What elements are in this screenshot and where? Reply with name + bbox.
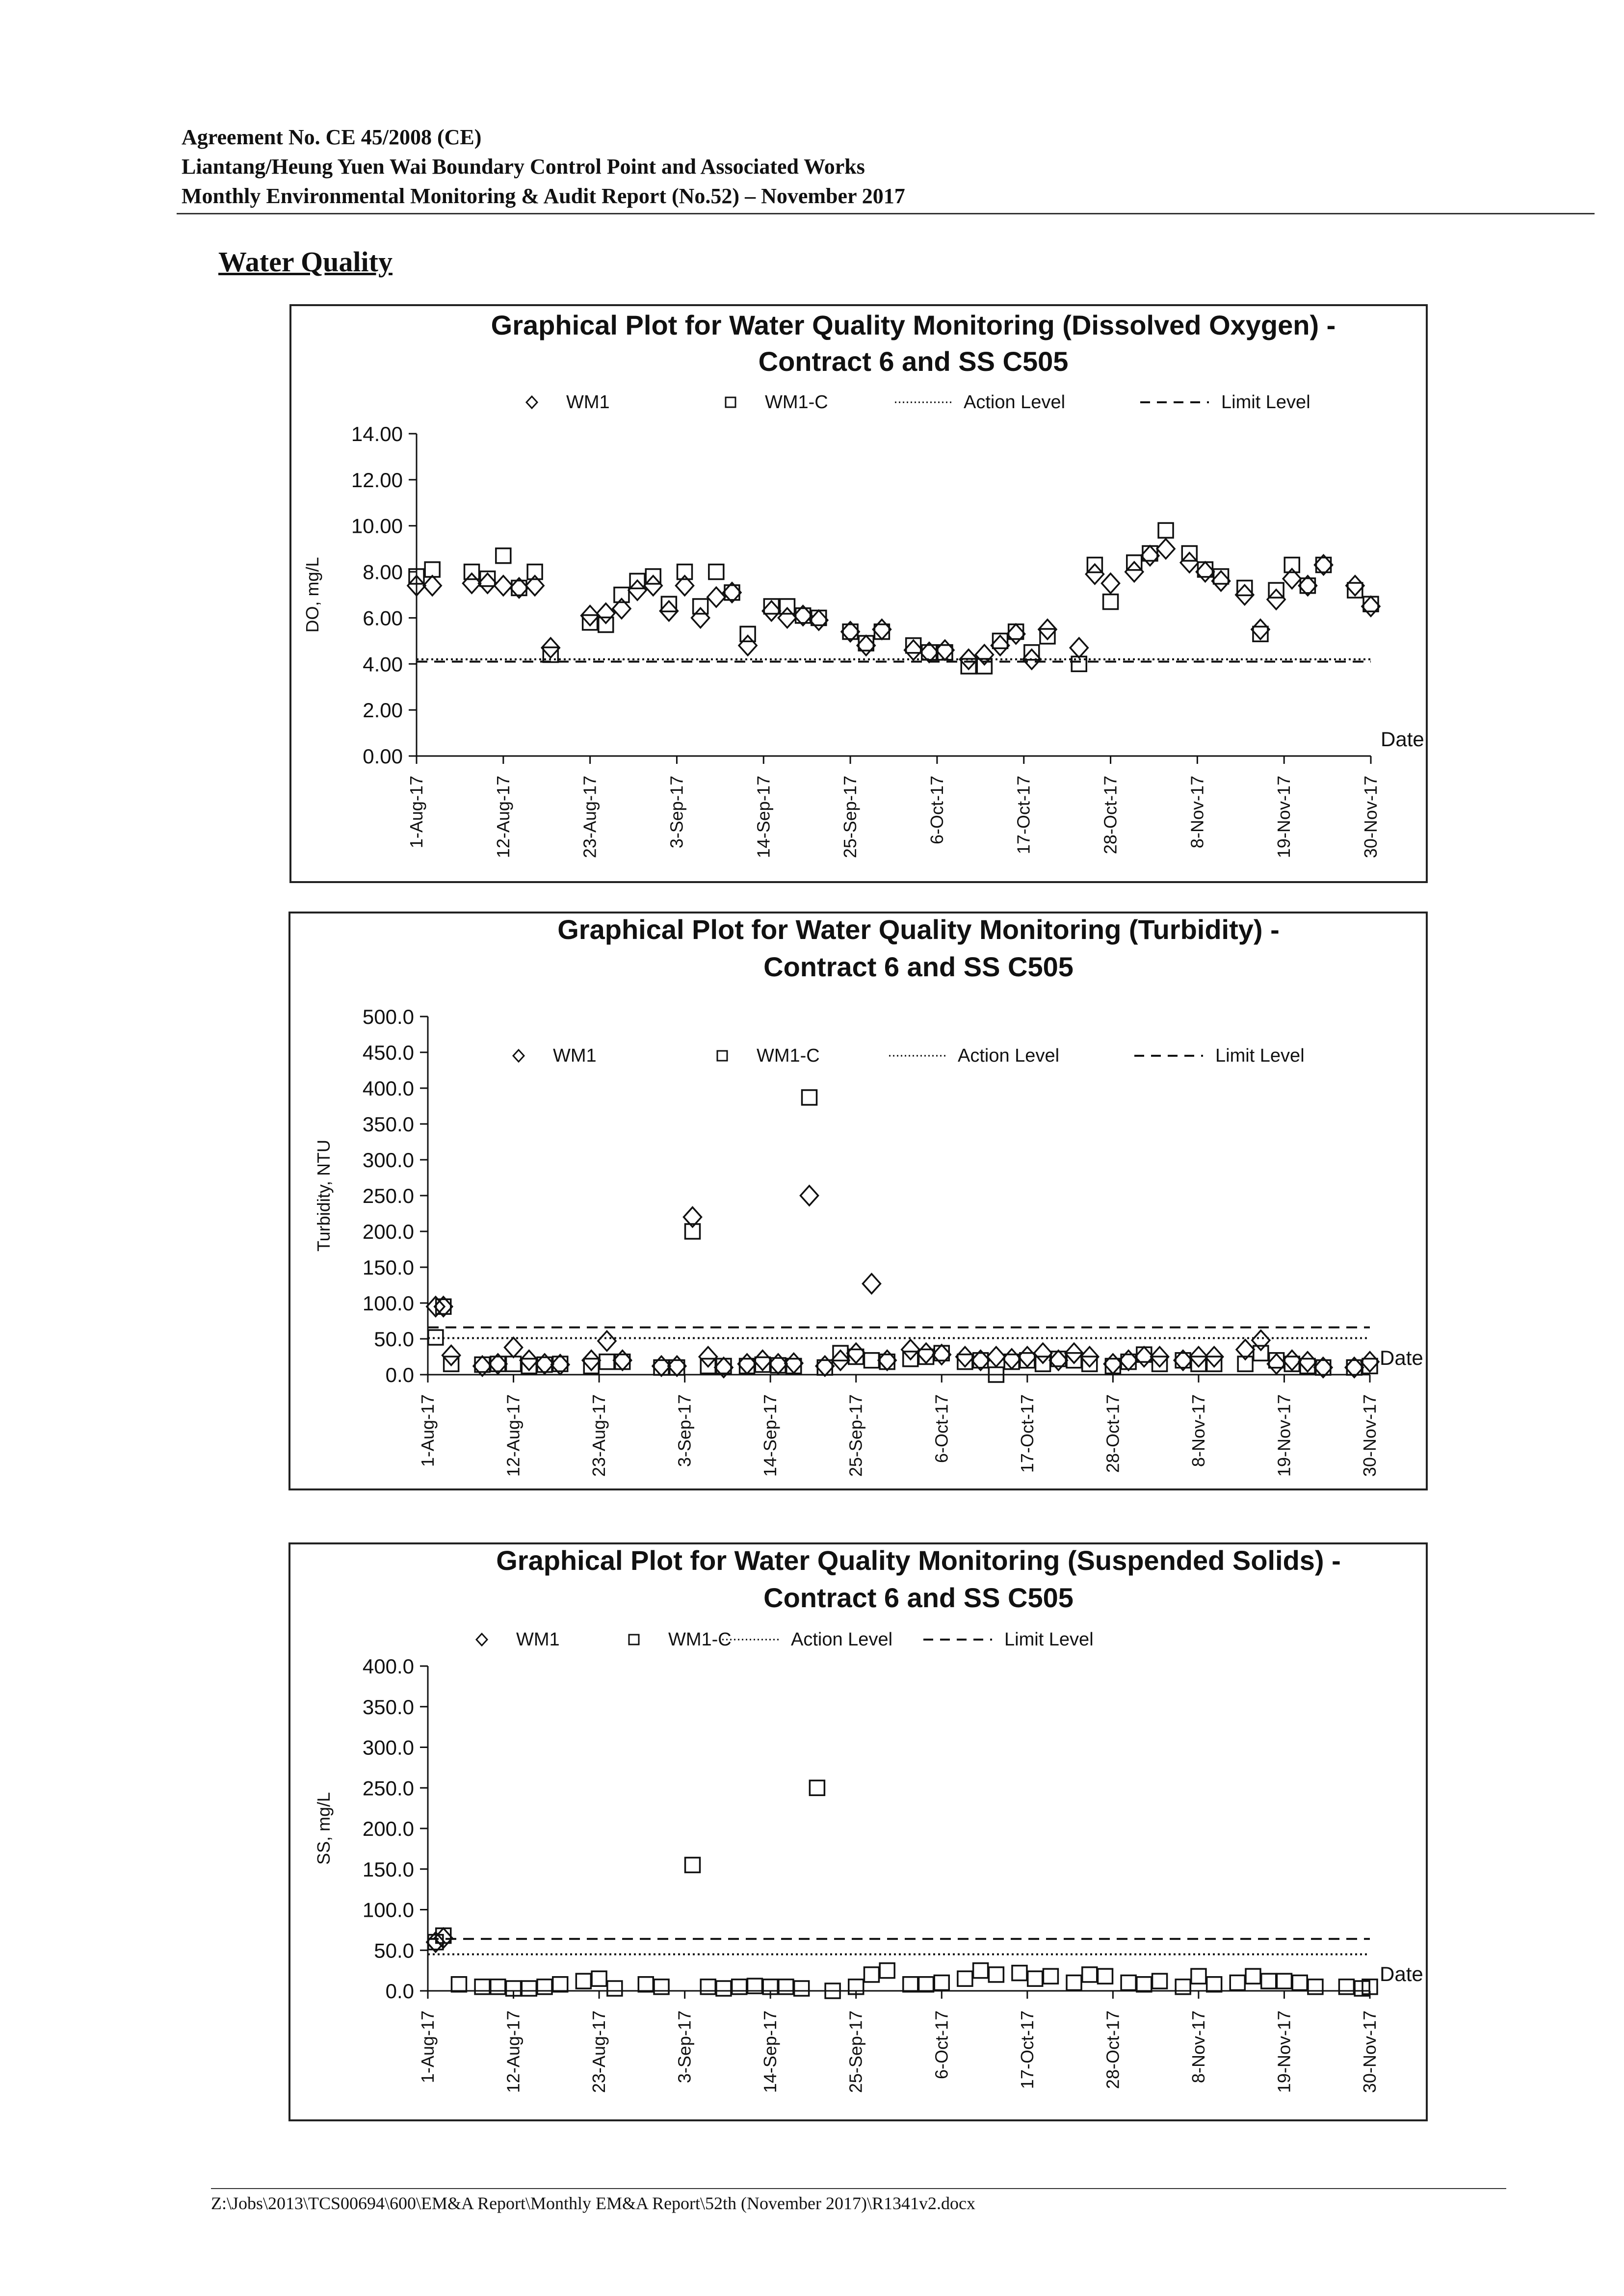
legend-limit-label: Limit Level: [1215, 1045, 1305, 1066]
wm1c-point: [740, 626, 755, 641]
x-tick-label: 28-Oct-17: [1100, 776, 1121, 855]
wm1-point: [1019, 1347, 1036, 1367]
legend-action-label: Action Level: [791, 1629, 893, 1650]
x-tick-label: 30-Nov-17: [1360, 2010, 1380, 2093]
y-tick-label: 12.00: [351, 468, 403, 492]
wm1-point: [1104, 1354, 1122, 1374]
wm1c-point: [491, 1980, 505, 1994]
chart-suspended-solids: [288, 1542, 1428, 2121]
y-tick-label: 300.0: [362, 1736, 414, 1759]
wm1c-point: [1277, 1974, 1291, 1988]
chart-ss-svg: [290, 1544, 1426, 2119]
legend-wm1-label: WM1: [553, 1045, 597, 1066]
legend-action-label: Action Level: [958, 1045, 1060, 1066]
wm1-point: [1361, 1352, 1379, 1372]
wm1c-point: [1153, 1974, 1167, 1988]
x-tick-label: 28-Oct-17: [1102, 2010, 1123, 2089]
legend-wm1c-label: WM1-C: [668, 1629, 732, 1650]
wm1-point: [1252, 1331, 1270, 1350]
wm1-point: [1086, 564, 1103, 584]
header-agreement: Agreement No. CE 45/2008 (CE): [182, 125, 482, 149]
y-tick-label: 0.0: [385, 1363, 414, 1386]
wm1-point: [769, 1354, 787, 1374]
wm1-point: [987, 1347, 1005, 1367]
x-tick-label: 3-Sep-17: [666, 776, 687, 849]
y-tick-label: 0.0: [385, 1980, 414, 2003]
wm1c-point: [428, 1330, 443, 1345]
wm1c-point: [583, 615, 598, 630]
wm1-point: [629, 580, 646, 600]
legend-wm1c-marker: [629, 1635, 639, 1644]
y-axis-label: SS, mg/L: [314, 1792, 334, 1865]
legend-limit-label: Limit Level: [1221, 392, 1310, 413]
wm1c-point: [958, 1971, 972, 1986]
wm1-point: [810, 610, 828, 630]
wm1-point: [816, 1356, 834, 1376]
x-tick-label: 6-Oct-17: [931, 2010, 952, 2080]
y-tick-label: 100.0: [362, 1292, 414, 1315]
y-tick-label: 300.0: [362, 1148, 414, 1172]
wm1c-point: [934, 1975, 949, 1990]
wm1c-point: [1339, 1980, 1354, 1994]
y-tick-label: 200.0: [362, 1817, 414, 1840]
x-tick-label: 17-Oct-17: [1017, 2010, 1037, 2089]
y-tick-label: 500.0: [362, 1005, 414, 1028]
wm1c-point: [592, 1971, 606, 1986]
wm1-point: [902, 1340, 919, 1359]
chart-title-line2: Contract 6 and SS C505: [758, 346, 1069, 377]
wm1c-point: [451, 1977, 466, 1992]
wm1c-point: [780, 599, 794, 614]
wm1c-point: [1191, 1357, 1206, 1371]
section-title: Water Quality: [218, 246, 393, 278]
wm1-point: [1180, 553, 1198, 573]
y-tick-label: 6.00: [363, 606, 403, 630]
x-tick-label: 19-Nov-17: [1274, 2010, 1294, 2093]
y-tick-label: 150.0: [362, 1857, 414, 1881]
wm1c-point: [709, 565, 724, 579]
y-tick-label: 14.00: [351, 422, 403, 445]
wm1c-point: [1261, 1974, 1276, 1988]
wm1c-point: [864, 1353, 879, 1368]
y-tick-label: 250.0: [362, 1184, 414, 1207]
x-axis-label: Date: [1380, 1962, 1423, 1985]
wm1-point: [1267, 590, 1285, 609]
chart-title-line2: Contract 6 and SS C505: [763, 951, 1074, 982]
wm1c-point: [1158, 523, 1173, 538]
legend-wm1-marker: [476, 1634, 487, 1645]
y-tick-label: 400.0: [362, 1077, 414, 1100]
wm1-point: [1346, 576, 1364, 596]
x-tick-label: 14-Sep-17: [760, 1394, 781, 1477]
wm1-point: [863, 1274, 880, 1294]
footer-path: Z:\Jobs\2013\TCS00694\600\EM&A Report\Monthly EM&A Report\52th (November 2017)\R1341v2.docx: [211, 2193, 975, 2213]
y-tick-label: 50.0: [374, 1328, 414, 1351]
wm1c-point: [1121, 1975, 1136, 1990]
x-tick-label: 17-Oct-17: [1017, 1394, 1037, 1473]
wm1c-point: [1176, 1980, 1190, 1994]
wm1c-point: [1207, 1357, 1222, 1371]
wm1-point: [473, 1356, 491, 1376]
y-tick-label: 250.0: [362, 1776, 414, 1800]
x-tick-label: 25-Sep-17: [845, 1394, 866, 1477]
wm1-point: [505, 1338, 523, 1357]
y-tick-label: 4.00: [363, 652, 403, 676]
x-tick-label: 19-Nov-17: [1274, 775, 1294, 859]
wm1c-point: [1082, 1967, 1097, 1982]
y-tick-label: 50.0: [374, 1939, 414, 1962]
wm1c-point: [779, 1980, 793, 1994]
legend-wm1-marker: [513, 1050, 524, 1062]
wm1c-point: [1082, 1357, 1097, 1371]
wm1c-point: [833, 1346, 848, 1360]
chart-title-line1: Graphical Plot for Water Quality Monitoring (Turbidity) -: [557, 914, 1280, 945]
wm1-point: [1362, 597, 1380, 616]
wm1-point: [1070, 638, 1088, 657]
x-tick-label: 6-Oct-17: [926, 776, 947, 845]
y-tick-label: 400.0: [362, 1655, 414, 1678]
wm1-point: [707, 587, 725, 607]
wm1-point: [644, 576, 662, 596]
y-tick-label: 350.0: [362, 1695, 414, 1719]
x-tick-label: 17-Oct-17: [1013, 776, 1034, 855]
wm1c-point: [1292, 1975, 1307, 1990]
x-tick-label: 30-Nov-17: [1361, 776, 1381, 859]
wm1c-point: [1103, 595, 1118, 609]
wm1c-point: [465, 565, 479, 579]
wm1c-point: [716, 1981, 731, 1996]
legend-wm1c-marker: [726, 397, 735, 407]
wm1-point: [614, 1351, 631, 1370]
footer-rule: [211, 2188, 1506, 2189]
wm1c-point: [732, 1980, 747, 1994]
wm1c-point: [607, 1981, 622, 1996]
chart-title-line1: Graphical Plot for Water Quality Monitoring (Suspended Solids) -: [496, 1545, 1341, 1576]
x-axis-label: Date: [1381, 728, 1424, 751]
wm1c-point: [522, 1981, 536, 1996]
wm1-point: [878, 1351, 896, 1370]
wm1-point: [495, 576, 512, 596]
wm1c-point: [989, 1967, 1003, 1982]
wm1c-point: [1207, 1977, 1222, 1992]
y-tick-label: 0.00: [363, 745, 403, 768]
wm1-point: [754, 1351, 771, 1370]
chart-dissolved-oxygen: [289, 304, 1428, 883]
wm1c-point: [685, 1857, 700, 1872]
x-tick-label: 14-Sep-17: [760, 2010, 781, 2093]
x-tick-label: 23-Aug-17: [579, 776, 600, 859]
wm1-point: [1268, 1354, 1285, 1374]
chart-turbidity: [288, 912, 1428, 1490]
x-tick-label: 12-Aug-17: [503, 1394, 524, 1477]
chart-turbidity-svg: [290, 913, 1426, 1488]
legend-wm1c-label: WM1-C: [765, 392, 828, 413]
wm1c-point: [1230, 1975, 1245, 1990]
x-tick-label: 8-Nov-17: [1187, 776, 1207, 849]
wm1c-point: [496, 548, 511, 563]
legend-limit-label: Limit Level: [1004, 1629, 1094, 1650]
wm1-point: [1196, 562, 1214, 582]
x-tick-label: 1-Aug-17: [406, 776, 426, 849]
wm1c-point: [1028, 1971, 1043, 1986]
y-tick-label: 8.00: [363, 560, 403, 584]
wm1-point: [598, 1331, 616, 1351]
y-tick-label: 450.0: [362, 1041, 414, 1064]
wm1c-point: [701, 1980, 715, 1994]
wm1c-point: [1254, 1346, 1268, 1360]
x-axis-label: Date: [1380, 1346, 1423, 1369]
wm1c-point: [654, 1980, 669, 1994]
y-tick-label: 150.0: [362, 1256, 414, 1279]
y-tick-label: 350.0: [362, 1113, 414, 1136]
x-tick-label: 25-Sep-17: [840, 776, 861, 859]
wm1c-point: [864, 1967, 879, 1982]
wm1-point: [443, 1346, 460, 1365]
wm1-point: [1120, 1351, 1137, 1370]
legend-wm1c-marker: [717, 1051, 727, 1061]
x-tick-label: 1-Aug-17: [418, 2010, 438, 2084]
wm1-point: [857, 636, 875, 655]
wm1c-point: [1137, 1977, 1152, 1992]
y-tick-label: 10.00: [351, 514, 403, 538]
wm1-point: [956, 1347, 974, 1367]
wm1-point: [1252, 620, 1269, 639]
wm1-point: [1283, 1351, 1301, 1370]
wm1-point: [873, 620, 891, 639]
legend-wm1c-label: WM1-C: [757, 1045, 820, 1066]
y-axis-label: DO, mg/L: [302, 557, 322, 633]
wm1-point: [738, 1354, 756, 1374]
wm1c-point: [661, 597, 676, 611]
wm1c-point: [1153, 1357, 1167, 1371]
wm1c-point: [600, 1355, 614, 1369]
wm1-point: [992, 636, 1009, 655]
y-axis-label: Turbidity, NTU: [314, 1139, 334, 1252]
legend-wm1-marker: [526, 396, 537, 408]
wm1-point: [917, 1343, 935, 1363]
wm1c-point: [1067, 1353, 1081, 1368]
wm1c-point: [638, 1977, 653, 1992]
x-tick-label: 25-Sep-17: [845, 2010, 866, 2093]
wm1c-point: [475, 1980, 490, 1994]
x-tick-label: 19-Nov-17: [1274, 1394, 1294, 1477]
wm1c-point: [599, 618, 613, 632]
wm1-point: [597, 603, 615, 623]
wm1c-point: [506, 1357, 521, 1371]
wm1c-point: [1040, 629, 1055, 644]
x-tick-label: 23-Aug-17: [589, 2010, 609, 2093]
chart-title-line1: Graphical Plot for Water Quality Monitoring (Dissolved Oxygen) -: [491, 310, 1336, 340]
x-tick-label: 12-Aug-17: [503, 2010, 524, 2093]
wm1c-point: [903, 1977, 918, 1992]
wm1c-point: [537, 1980, 552, 1994]
wm1-point: [699, 1347, 717, 1367]
wm1c-point: [576, 1974, 591, 1988]
wm1-point: [520, 1351, 538, 1370]
wm1c-point: [1043, 1969, 1058, 1983]
wm1-point: [785, 1354, 803, 1373]
x-tick-label: 8-Nov-17: [1188, 2010, 1208, 2084]
wm1c-point: [1098, 1969, 1112, 1983]
x-tick-label: 23-Aug-17: [589, 1394, 609, 1477]
header-report: Monthly Environmental Monitoring & Audit Report (No.52) – November 2017: [182, 184, 905, 208]
x-tick-label: 14-Sep-17: [753, 776, 774, 859]
wm1-point: [692, 608, 709, 627]
wm1-point: [1126, 562, 1143, 582]
wm1c-point: [1237, 580, 1252, 595]
x-tick-label: 12-Aug-17: [493, 776, 513, 859]
wm1-point: [1299, 1352, 1316, 1372]
wm1-point: [801, 1186, 818, 1205]
y-tick-label: 200.0: [362, 1220, 414, 1243]
wm1-point: [1212, 571, 1230, 591]
wm1c-point: [1246, 1969, 1260, 1983]
legend-action-label: Action Level: [964, 392, 1066, 413]
x-tick-label: 6-Oct-17: [931, 1394, 952, 1463]
wm1c-point: [1024, 645, 1039, 660]
wm1c-point: [1308, 1980, 1323, 1994]
wm1c-point: [1067, 1975, 1081, 1990]
wm1c-point: [880, 1963, 894, 1978]
wm1c-point: [919, 1977, 934, 1992]
wm1-point: [582, 1351, 600, 1370]
x-tick-label: 28-Oct-17: [1102, 1394, 1123, 1473]
wm1-point: [936, 640, 954, 660]
wm1-point: [905, 640, 922, 660]
x-tick-label: 8-Nov-17: [1188, 1394, 1208, 1467]
wm1c-point: [1191, 1969, 1206, 1983]
header-rule: [177, 213, 1595, 214]
wm1c-point: [553, 1977, 568, 1992]
wm1c-point: [973, 1963, 988, 1978]
wm1-point: [739, 636, 757, 655]
wm1c-point: [794, 1981, 809, 1996]
y-tick-label: 100.0: [362, 1898, 414, 1922]
wm1-point: [1102, 574, 1120, 593]
y-tick-label: 2.00: [363, 699, 403, 722]
legend-wm1-label: WM1: [566, 392, 610, 413]
wm1c-point: [802, 1090, 817, 1105]
chart-title-line2: Contract 6 and SS C505: [763, 1582, 1074, 1613]
wm1c-point: [1012, 1966, 1027, 1981]
wm1-point: [933, 1345, 950, 1364]
wm1c-point: [693, 599, 708, 614]
wm1-point: [1003, 1349, 1021, 1369]
x-tick-label: 3-Sep-17: [674, 2010, 695, 2084]
x-tick-label: 1-Aug-17: [418, 1394, 438, 1467]
chart-do-svg: [291, 306, 1426, 881]
wm1c-point: [810, 1780, 824, 1795]
header-project: Liantang/Heung Yuen Wai Boundary Control Point and Associated Works: [182, 155, 865, 179]
wm1-point: [1007, 624, 1025, 644]
legend-wm1-label: WM1: [516, 1629, 560, 1650]
x-tick-label: 30-Nov-17: [1360, 1394, 1380, 1477]
x-tick-label: 3-Sep-17: [674, 1394, 695, 1467]
